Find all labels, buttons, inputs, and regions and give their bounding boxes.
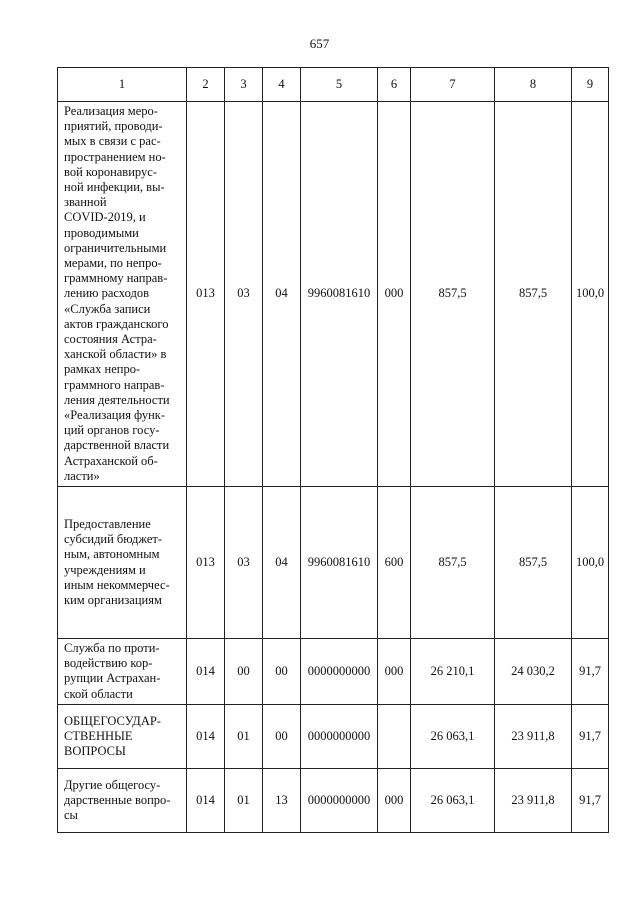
budget-table (57, 67, 609, 833)
expense-type-code: 600 (378, 487, 411, 639)
planned-amount: 26 210,1 (411, 639, 495, 705)
row-name-line: ханской области» в (64, 347, 167, 362)
target-article-code: 0000000000 (301, 639, 378, 705)
row-name-line: ной инфекции, вы- (64, 180, 165, 195)
execution-percent: 100,0 (572, 487, 609, 639)
subsection-code: 13 (263, 768, 301, 832)
header-cell-4: 4 (263, 68, 301, 102)
row-name-line: ВОПРОСЫ (64, 743, 126, 758)
execution-percent: 91,7 (572, 768, 609, 832)
actual-amount: 857,5 (495, 487, 572, 639)
row-name-line: Астраханской об- (64, 453, 158, 468)
expense-type-code: 000 (378, 768, 411, 832)
row-name-line: ской области (64, 686, 133, 701)
row-name-line: граммного направ- (64, 377, 165, 392)
row-name-line: дарственные вопро- (64, 792, 171, 807)
header-cell-5: 5 (301, 68, 378, 102)
planned-amount: 857,5 (411, 102, 495, 487)
header-cell-8: 8 (495, 68, 572, 102)
target-article-code: 0000000000 (301, 704, 378, 768)
row-name-line: пространением но- (64, 149, 166, 164)
row-name-line: сы (64, 807, 78, 822)
subsection-code: 00 (263, 704, 301, 768)
expense-type-code: 000 (378, 639, 411, 705)
header-cell-1: 1 (58, 68, 187, 102)
table-row (58, 102, 609, 487)
actual-amount: 23 911,8 (495, 768, 572, 832)
execution-percent: 100,0 (572, 102, 609, 487)
row-name (58, 639, 187, 705)
table-row (58, 639, 609, 705)
row-name-line: Другие общегосу- (64, 777, 161, 792)
row-name-line: мерами, по непро- (64, 256, 162, 271)
row-name-line: граммному направ- (64, 271, 168, 286)
admin-code: 014 (187, 768, 225, 832)
table-row (58, 487, 609, 639)
row-name-line: ления деятельности (64, 392, 170, 407)
row-name-line: мых в связи с рас- (64, 134, 161, 149)
subsection-code: 04 (263, 487, 301, 639)
execution-percent: 91,7 (572, 639, 609, 705)
row-name-line: СТВЕННЫЕ (64, 728, 133, 743)
planned-amount: 26 063,1 (411, 704, 495, 768)
admin-code: 013 (187, 487, 225, 639)
row-name (58, 102, 187, 487)
row-name-line: проводимыми (64, 225, 139, 240)
header-cell-7: 7 (411, 68, 495, 102)
actual-amount: 857,5 (495, 102, 572, 487)
row-name-line: ограничительными (64, 240, 167, 255)
row-name-line: COVID-2019, и (64, 210, 146, 225)
row-name-line: дарственной власти (64, 438, 170, 453)
row-name-line: рамках непро- (64, 362, 141, 377)
header-cell-6: 6 (378, 68, 411, 102)
row-name-line: Служба по проти- (64, 641, 160, 656)
row-name (58, 704, 187, 768)
row-name-line: Предоставление (64, 516, 151, 531)
section-code: 00 (225, 639, 263, 705)
target-article-code: 9960081610 (301, 102, 378, 487)
target-article-code: 0000000000 (301, 768, 378, 832)
row-name-line: ласти» (64, 468, 100, 483)
row-name-line: водействию кор- (64, 656, 153, 671)
row-name-line: ким организациям (64, 592, 162, 607)
admin-code: 013 (187, 102, 225, 487)
row-name-line: «Реализация функ- (64, 408, 166, 423)
row-name (58, 768, 187, 832)
row-name-line: ным, автономным (64, 547, 160, 562)
table-row (58, 768, 609, 832)
planned-amount: 26 063,1 (411, 768, 495, 832)
actual-amount: 23 911,8 (495, 704, 572, 768)
row-name-line: приятий, проводи- (64, 119, 163, 134)
admin-code: 014 (187, 704, 225, 768)
row-name-line: учреждениям и (64, 562, 146, 577)
subsection-code: 04 (263, 102, 301, 487)
header-row (58, 68, 609, 102)
header-cell-9: 9 (572, 68, 609, 102)
row-name-line: ОБЩЕГОСУДАР- (64, 713, 161, 728)
row-name-line: актов гражданского (64, 316, 169, 331)
page-number: 657 (309, 36, 330, 51)
row-name-line: «Служба записи (64, 301, 151, 316)
row-name-line: субсидий бюджет- (64, 532, 162, 547)
execution-percent: 91,7 (572, 704, 609, 768)
header-cell-3: 3 (225, 68, 263, 102)
section-code: 03 (225, 487, 263, 639)
row-name-line: лению расходов (64, 286, 149, 301)
row-name-line: состояния Астра- (64, 332, 157, 347)
expense-type-code (378, 704, 411, 768)
row-name-line: званной (64, 195, 107, 210)
expense-type-code: 000 (378, 102, 411, 487)
row-name (58, 487, 187, 639)
row-name-line: иным некоммерчес- (64, 577, 170, 592)
target-article-code: 9960081610 (301, 487, 378, 639)
row-name-line: рупции Астрахан- (64, 671, 161, 686)
section-code: 01 (225, 704, 263, 768)
admin-code: 014 (187, 639, 225, 705)
row-name-line: Реализация меро- (64, 104, 158, 118)
row-name-line: вой коронавирус- (64, 164, 157, 179)
section-code: 03 (225, 102, 263, 487)
actual-amount: 24 030,2 (495, 639, 572, 705)
table-row (58, 704, 609, 768)
row-name-line: ций органов госу- (64, 423, 160, 438)
subsection-code: 00 (263, 639, 301, 705)
header-cell-2: 2 (187, 68, 225, 102)
section-code: 01 (225, 768, 263, 832)
planned-amount: 857,5 (411, 487, 495, 639)
